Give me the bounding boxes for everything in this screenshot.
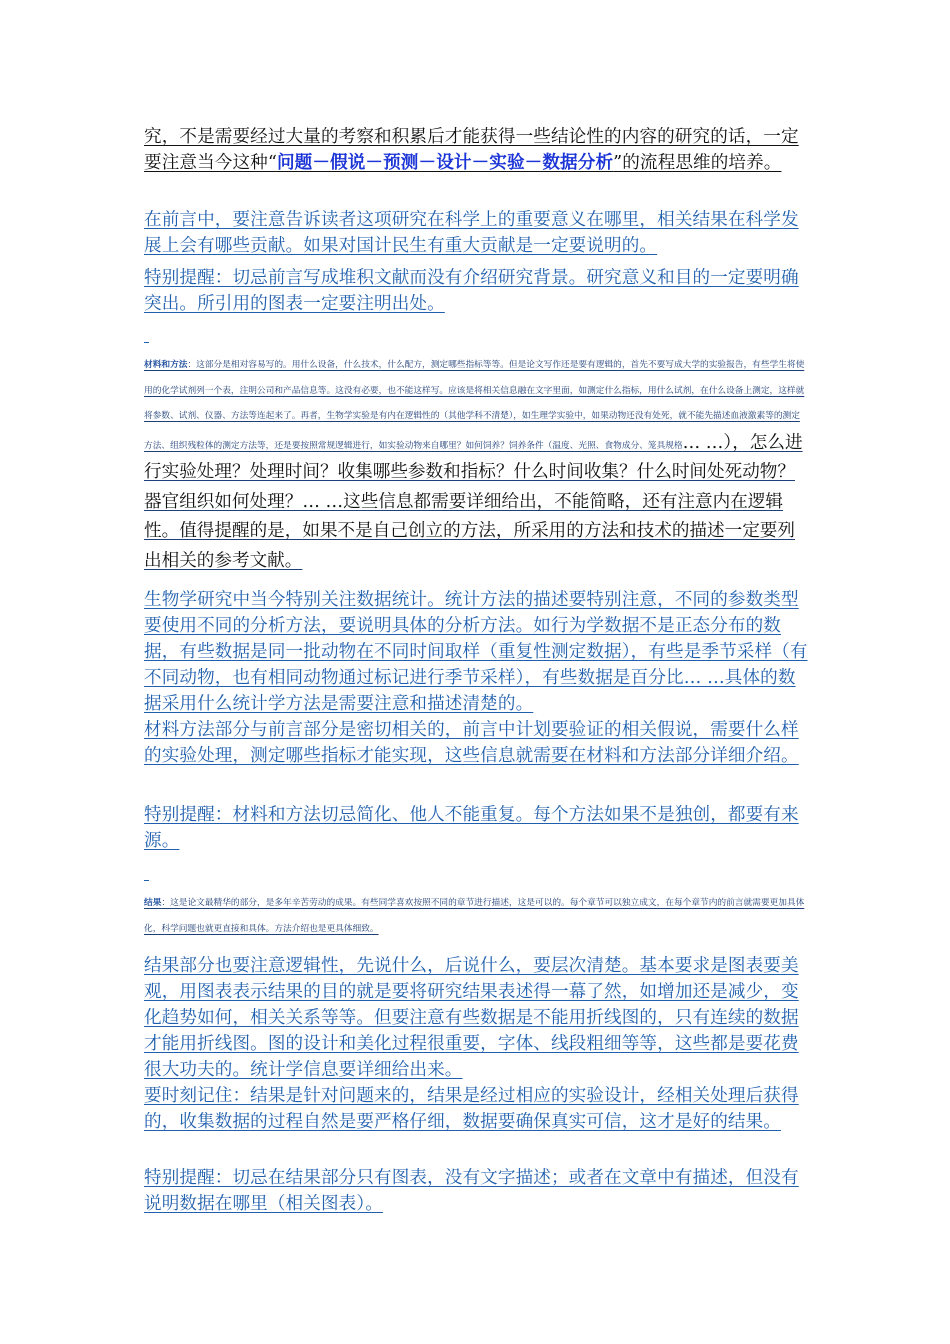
intro-text-1-end: ”的流程思维的培养。 (613, 153, 782, 173)
intro-paragraph-2 (144, 207, 808, 259)
results-section (144, 891, 808, 942)
methods-intro-text (144, 353, 808, 577)
section-marker (144, 880, 149, 881)
results-tip-text: 特别提醒：切忌在结果部分只有图表，没有文字描述；或者在文章中有描述，但没有说明数据在哪里（相关图表）。 (144, 1168, 799, 1214)
methods-section (144, 353, 808, 577)
results-paragraph-2 (144, 953, 808, 1083)
methods-heading: 材料和方法 (144, 360, 188, 370)
methods-tip-text: 特别提醒：材料和方法切忌简化、他人不能重复。每个方法如果不是独创，都要有来源。 (144, 805, 799, 851)
intro-text-1-start: 究，不是需要经过大量的考察和积累后才能获得一些结论性的内容的研究的话，一定要注意当今这种“ (144, 127, 799, 173)
results-heading: 结果 (144, 898, 162, 908)
intro-paragraph-1 (144, 124, 808, 176)
intro-tip-text: 特别提醒：切忌前言写成堆积文献而没有介绍研究背景。研究意义和目的一定要明确突出。所引用的图表一定要注明出处。 (144, 268, 799, 314)
results-remember-text: 要时刻记住：结果是针对问题来的，结果是经过相应的实验设计，经相关处理后获得的，收集数据的过程自然是要严格仔细，数据要确保真实可信，这才是好的结果。 (144, 1086, 799, 1132)
results-intro-text (144, 891, 808, 942)
methods-paragraph-2 (144, 587, 808, 717)
methods-large-tail: … …），怎么进行实验处理？处理时间？收集哪些参数和指标？什么时间收集？什么时间处死动物？器官组织如何处理？… …这些信息都需要详细给出，不能简略，还有注意内在逻辑性。值得提醒的是，如果不是自己创立的方法，所采用的方法和技术的描述一定要列出相关的参考文献。 (144, 432, 803, 571)
methods-link-text: 材料方法部分与前言部分是密切相关的，前言中计划要验证的相关假说，需要什么样的实验处理，测定哪些指标才能实现，这些信息就需要在材料和方法部分详细介绍。 (144, 720, 799, 766)
section-marker (144, 342, 149, 343)
intro-significance-text: 在前言中，要注意告诉读者这项研究在科学上的重要意义在哪里，相关结果在科学发展上会有哪些贡献。如果对国计民生有重大贡献是一定要说明的。 (144, 210, 799, 256)
workflow-emphasis: 问题－假说－预测－设计－实验－数据分析 (276, 152, 614, 173)
results-logic-text: 结果部分也要注意逻辑性，先说什么，后说什么，要层次清楚。基本要求是图表要美观，用图表表示结果的目的就是要将研究结果表述得一幕了然，如增加还是减少，变化趋势如何，相关关系等等。但要注意有些数据是不能用折线图的，只有连续的数据才能用折线图。图的设计和美化过程很重要，字体、线段粗细等等，这些都是要花费很大功夫的。统计学信息要详细给出来。 (144, 956, 799, 1080)
results-paragraph-3 (144, 1083, 808, 1135)
intro-text-1 (144, 124, 808, 176)
methods-paragraph-3 (144, 717, 808, 769)
methods-small-text: ：这部分是相对容易写的。用什么设备，什么技术，什么配方，测定哪些指标等等。但是论文写作还是要有逻辑的，首先不要写成大学的实验报告，有些学生将使用的化学试剂列一个表，注明公司和产品信息等。这没有必要，也不能这样写。应该是将相关信息融在文字里面，如测定什么指标，用什么试剂，在什么设备上测定，这样就将参数、试剂、仪器、方法等连起来了。再者，生物学实验是有内在逻辑性的（其他学科不清楚），如生理学实验中，如果动物还没有处死，就不能先描述血液激素等的测定方法、组织残粒体的测定方法等，还是要按照常规逻辑进行，如实验动物来自哪里？如何饲养？饲养条件（温度、光照、食物成分、笼具规格 (144, 360, 805, 451)
methods-tip (144, 802, 808, 854)
results-small-text: ：这是论文最精华的部分，是多年辛苦劳动的成果。有些同学喜欢按照不同的章节进行描述，这是可以的。每个章节可以独立成文，在每个章节内的前言就需要更加具体化，科学问题也就更直接和具体。方法介绍也是更具体细致。 (144, 898, 805, 934)
intro-tip (144, 265, 808, 317)
statistics-text: 生物学研究中当今特别关注数据统计。统计方法的描述要特别注意，不同的参数类型要使用不同的分析方法，要说明具体的分析方法。如行为学数据不是正态分布的数据，有些数据是同一批动物在不同时间取样（重复性测定数据），有些是季节采样（有不同动物，也有相同动物通过标记进行季节采样），有些数据是百分比… …具体的数据采用什么统计学方法是需要注意和描述清楚的。 (144, 590, 808, 714)
results-tip (144, 1165, 808, 1217)
